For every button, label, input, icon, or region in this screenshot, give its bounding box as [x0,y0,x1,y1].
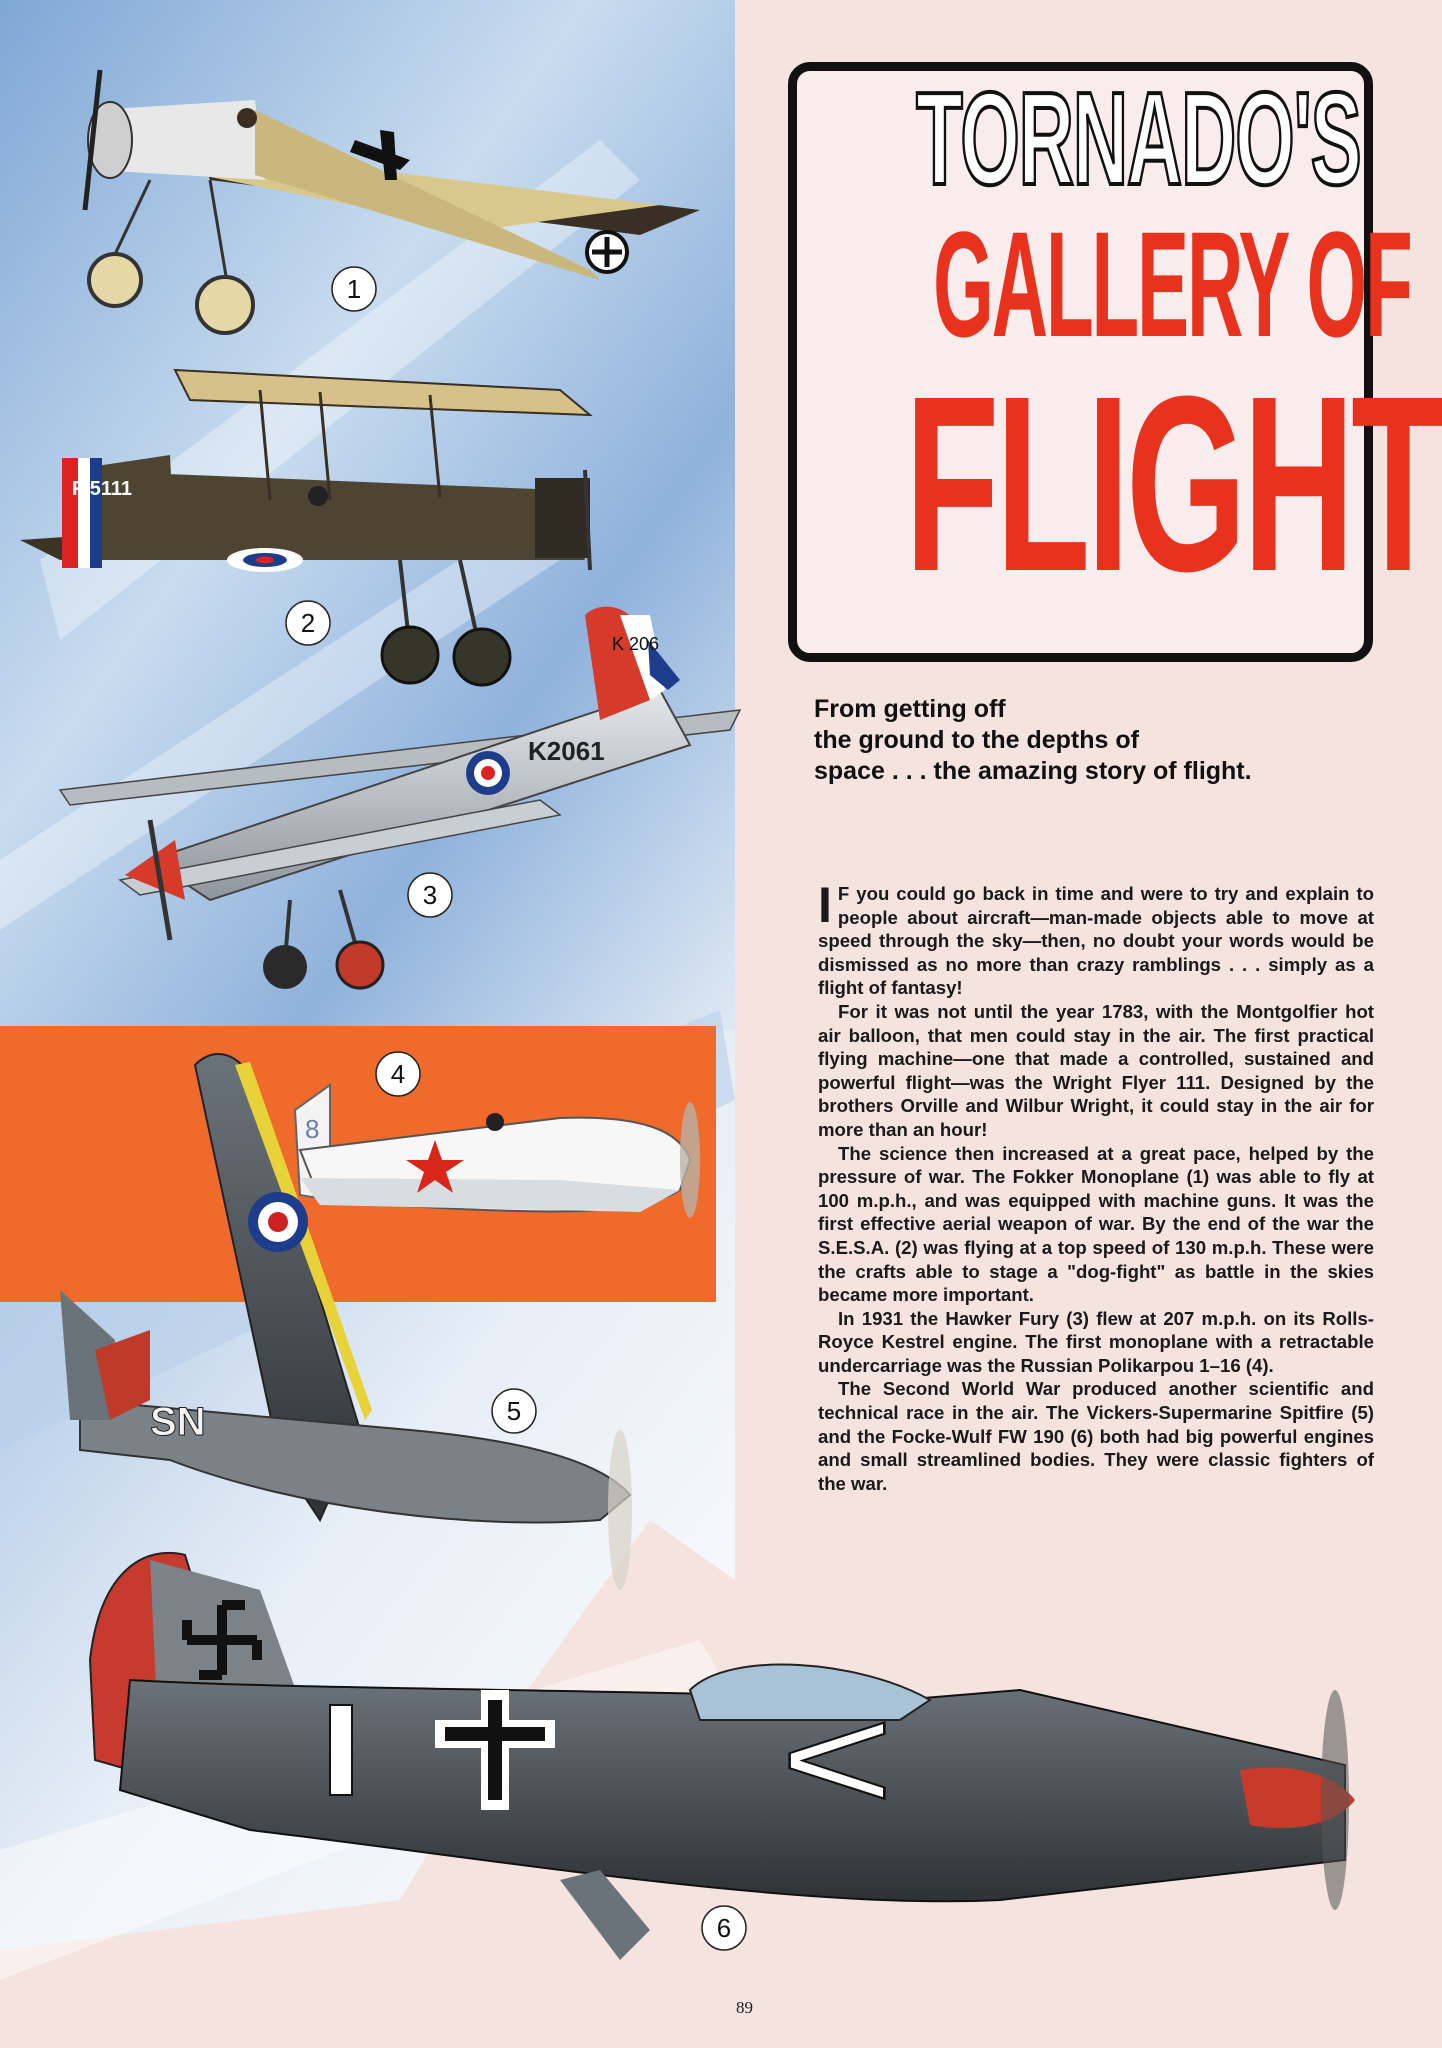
body-paragraph: In 1931 the Hawker Fury (3) flew at 207 m.p.h. on its Rolls-Royce Kestrel engine. The first monoplane with a retractable undercarriage was the Russian Polikarpou 1–16 (4). [818,1307,1374,1376]
drop-cap: I [818,877,832,933]
subtitle-line-2: the ground to the depths of [814,726,1139,754]
title-line-1: TORNADO'S [916,65,1361,212]
title-box [788,62,1442,662]
plane-label-4: 4 [390,1059,406,1089]
article-body [818,877,1374,1495]
body-paragraph: The science then increased at a great pace, helped by the pressure of war. The Fokker Monoplane (1) was able to fly at 100 m.p.h., and was equipped with machine guns. It was the first effective aerial weapon of war. By the end of the war the S.E.S.A. (2) was flying at a top speed of 130 m.p.h. These were the crafts able to stage a "dog-fight" as battle in the skies became more important. [818,1142,1374,1306]
plane-label-3: 3 [422,880,438,910]
subtitle [814,694,1374,787]
i16-number-label: 8 [305,1114,320,1144]
plane-label-6: 6 [716,1913,732,1943]
plane-label-5: 5 [506,1396,522,1426]
spitfire-code-label: SN [150,1400,206,1444]
body-paragraph: I F you could go back in time and were to try and explain to people about aircraft—man-made objects able to move at speed through the sky—then, no doubt your words would be dismissed as no more than crazy ramblings . . . simply as a flight of fantasy! [818,877,1374,999]
plane-label-2: 2 [300,608,316,638]
fw190-chevron-label: < [780,1674,894,1842]
fury-serial-label: K2061 [528,736,605,766]
title-line-3: FLIGHT [904,344,1442,623]
plane-label-1: 1 [346,274,362,304]
title-line-2: GALLERY OF [933,200,1411,368]
subtitle-line-1: From getting off [814,695,1006,723]
body-paragraph: The Second World War produced another scientific and technical race in the air. The Vickers-Supermarine Spitfire (5) and the Focke-Wulf FW 190 (6) both had big powerful engines and small streamlined bodies. They were classic fighters of the war. [818,1378,1374,1494]
subtitle-line-3: space . . . the amazing story of flight. [814,757,1252,785]
body-paragraph: For it was not until the year 1783, with the Montgolfier hot air balloon, that men could stay in the air. The first practical flying machine—one that made a controlled, sustained and powerful flight—was the Wright Flyer 111. Designed by the brothers Orville and Wilbur Wright, it could stay in the air for more than an hour! [818,1000,1374,1140]
page-number: 89 [736,1998,753,2017]
fury-tail-label: K 206 [612,634,660,654]
sesa-serial-label: F 5111 [72,478,133,500]
